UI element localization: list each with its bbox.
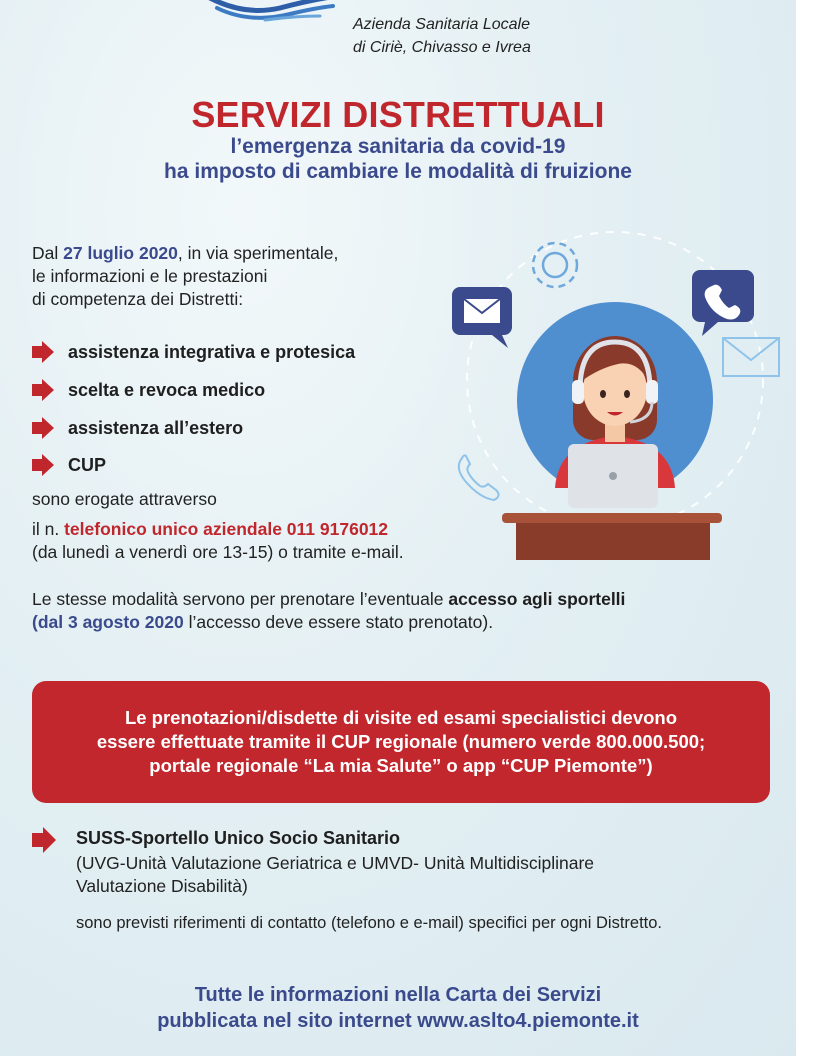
desk: [502, 513, 722, 523]
logo-waves-icon: [205, 0, 345, 24]
list-item: [32, 452, 106, 478]
service-label: scelta e revoca medico: [68, 379, 266, 400]
arrow-right-icon: [32, 827, 56, 853]
intro-line1-pre: Dal: [32, 243, 64, 263]
access-date: (dal 3 agosto 2020: [32, 612, 184, 632]
suss-line1: (UVG-Unità Valutazione Geriatrica e UMVD- Unità Multidisciplinare: [76, 853, 595, 873]
notice-line2: essere effettuate tramite il CUP regionale (numero verde 800.000.500;: [96, 731, 706, 752]
access-line1-bold: accesso agli sportelli: [448, 589, 626, 609]
suss-line3: sono previsti riferimenti di contatto (telefono e e-mail) specifici per ogni Distretto.: [76, 914, 662, 932]
phone-number: telefonico unico aziendale 011 9176012: [64, 519, 389, 539]
arrow-right-icon: [32, 379, 54, 401]
delivery-line1: sono erogate attraverso: [32, 489, 217, 509]
page-margin: [796, 0, 816, 1056]
phone-bubble-icon: [692, 270, 754, 336]
operator-illustration: [440, 230, 790, 570]
list-item: [32, 377, 265, 403]
delivery-text: [32, 488, 404, 564]
suss-line2: Valutazione Disabilità): [76, 876, 248, 896]
service-label: assistenza integrativa e protesica: [68, 341, 356, 362]
subtitle-line2: ha imposto di cambiare le modalità di fruizione: [164, 160, 632, 183]
intro-line3: di competenza dei Distretti:: [32, 289, 244, 309]
intro-line1-post: , in via sperimentale,: [177, 243, 339, 263]
notice-line3: portale regionale “La mia Salute” o app “CUP Piemonte”): [149, 755, 653, 776]
page-title: SERVIZI DISTRETTUALI: [191, 94, 605, 135]
envelope-outline-icon: [723, 338, 779, 376]
gear-icon: [533, 243, 577, 287]
footer-line1: Tutte le informazioni nella Carta dei Servizi: [194, 984, 602, 1006]
org-name-line2: di Ciriè, Chivasso e Ivrea: [353, 39, 531, 56]
access-text: [32, 588, 625, 634]
subtitle-line1: l’emergenza sanitaria da covid-19: [230, 135, 566, 158]
access-line1-pre: Le stesse modalità servono per prenotare l’eventuale: [32, 589, 449, 609]
service-label: assistenza all’estero: [68, 417, 244, 438]
suss-title: SUSS-Sportello Unico Socio Sanitario: [76, 828, 401, 848]
org-name-line1: Azienda Sanitaria Locale: [353, 16, 531, 33]
list-item: [32, 339, 355, 365]
intro-date: 27 luglio 2020: [63, 243, 178, 263]
list-item: [32, 415, 243, 441]
handset-outline-icon: [459, 455, 499, 500]
intro-line2: le informazioni e le prestazioni: [32, 266, 268, 286]
intro-text: [32, 242, 338, 311]
access-line2-post: l’accesso deve essere stato prenotato).: [183, 612, 494, 632]
arrow-right-icon: [32, 454, 54, 476]
notice-line1: Le prenotazioni/disdette di visite ed esami specialistici devono: [124, 707, 678, 728]
notice-box: [32, 681, 770, 803]
delivery-line3: (da lunedì a venerdì ore 13-15) o tramite e-mail.: [32, 542, 404, 562]
footer-line2: pubblicata nel sito internet www.aslto4.piemonte.it: [157, 1010, 639, 1032]
envelope-bubble-icon: [452, 287, 512, 348]
delivery-line2-pre: il n.: [32, 519, 65, 539]
arrow-right-icon: [32, 417, 54, 439]
service-label: CUP: [68, 454, 107, 475]
arrow-right-icon: [32, 341, 54, 363]
